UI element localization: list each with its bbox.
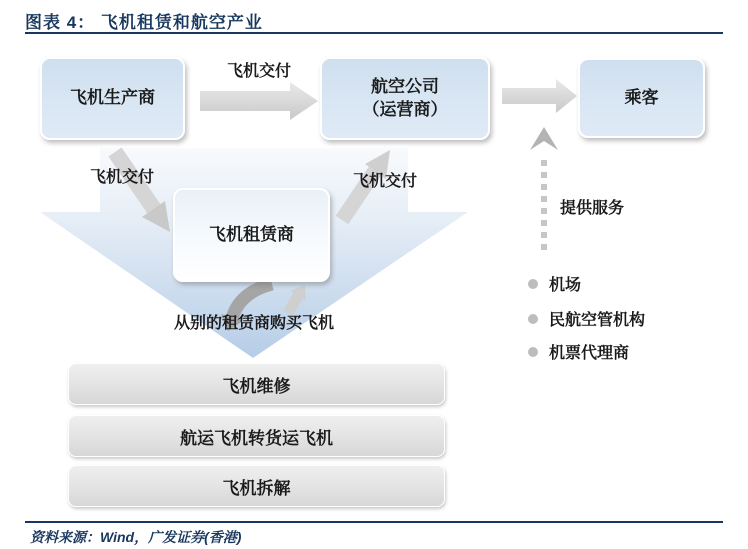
footer-divider: [25, 521, 723, 523]
stakeholder-item-airport: [528, 272, 581, 295]
node-airline-operator: [320, 57, 490, 140]
service-box-passenger-to-freighter: [68, 415, 445, 457]
node-label: 飞机租赁商: [209, 224, 294, 244]
service-box-maintenance: [68, 363, 445, 405]
figure-title: 图表 4： 飞机租赁和航空产业: [25, 13, 263, 32]
edge-label-buy-from-other-lessors: 从别的租赁商购买飞机: [173, 315, 334, 332]
edge-label-delivery-left: 飞机交付: [89, 169, 154, 186]
service-label: 飞机维修: [222, 376, 291, 396]
bullet-icon: [528, 314, 538, 324]
stakeholder-item-ticket-agent: [528, 340, 629, 363]
edge-label-provide-service: 提供服务: [560, 200, 625, 217]
service-box-dismantling: [68, 465, 445, 507]
node-passenger: [578, 58, 705, 138]
arrow-right-airline-passenger-icon: [502, 79, 577, 113]
node-aircraft-manufacturer: [40, 57, 185, 140]
arrow-right-manufacturer-airline-icon: [200, 82, 318, 120]
bullet-icon: [528, 347, 538, 357]
node-aircraft-lessor: [173, 188, 330, 282]
dotted-arrow-up-icon: [530, 127, 558, 250]
node-label: 飞机生产商: [70, 88, 155, 108]
node-label: 乘客: [624, 87, 659, 107]
stakeholder-item-atc-authority: [528, 307, 645, 330]
edge-label-delivery-right: 飞机交付: [352, 173, 417, 190]
source-note: 资料来源：Wind，广发证券(香港): [30, 529, 242, 545]
node-label-line1: 航空公司: [371, 76, 439, 96]
service-label: 航运飞机转货运飞机: [180, 428, 333, 448]
edge-label-delivery-top: 飞机交付: [226, 63, 291, 80]
bullet-icon: [528, 279, 538, 289]
stakeholder-label: 机场: [549, 277, 582, 294]
stakeholder-label: 民航空管机构: [549, 312, 646, 329]
node-label-line2: （运营商）: [362, 99, 448, 119]
service-label: 飞机拆解: [222, 478, 291, 498]
stakeholder-label: 机票代理商: [549, 345, 630, 362]
